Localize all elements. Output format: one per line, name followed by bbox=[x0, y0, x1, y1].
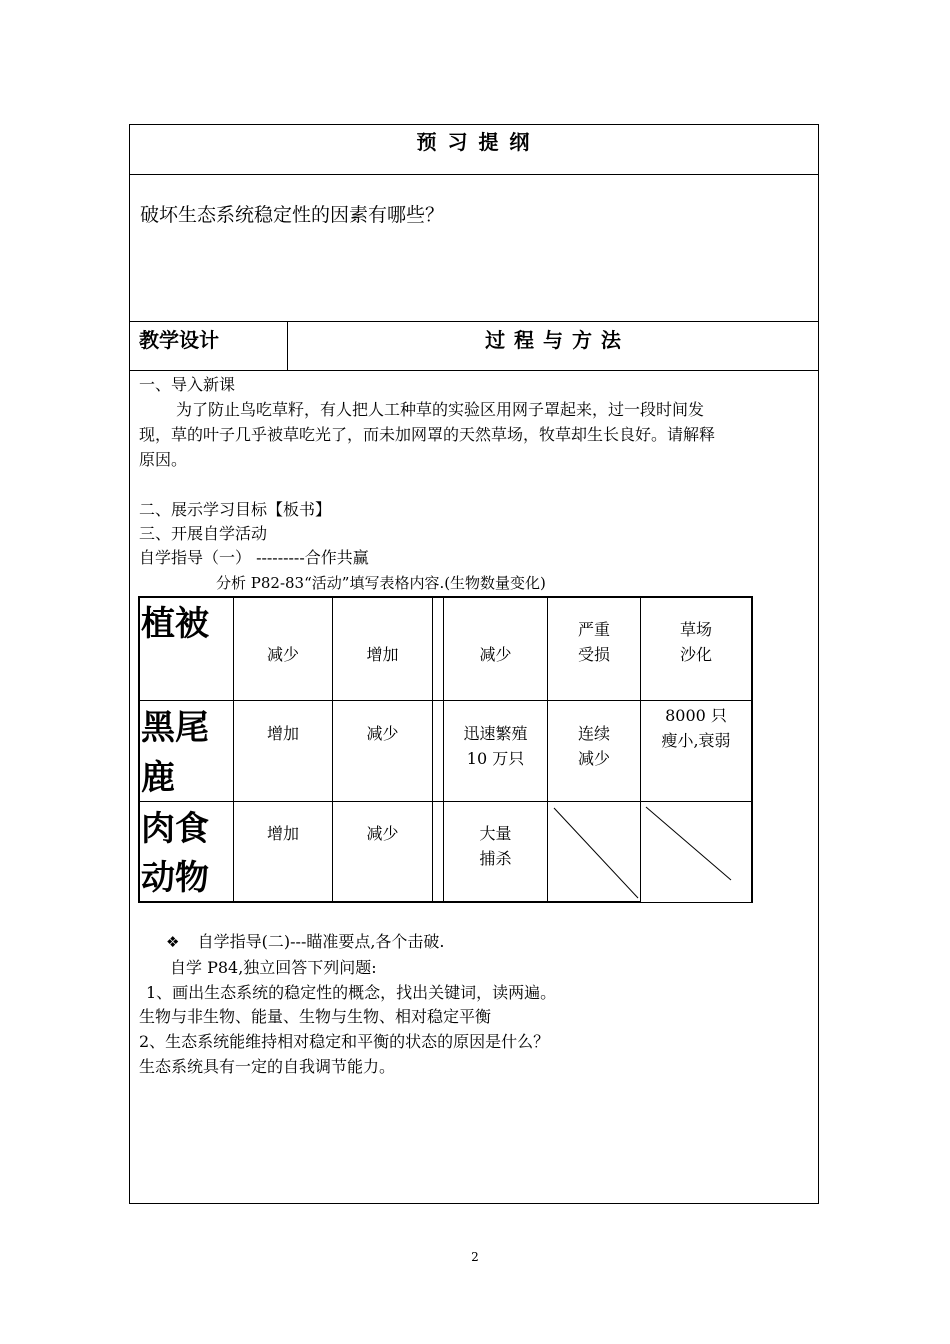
section-2-title: 二、展示学习目标【板书】 bbox=[139, 500, 332, 519]
answer-2: 生态系统具有一定的自我调节能力。 bbox=[139, 1057, 396, 1076]
section-3-title: 三、开展自学活动 bbox=[139, 524, 268, 543]
frame-divider-1 bbox=[129, 174, 819, 175]
section-1-title: 一、导入新课 bbox=[139, 375, 236, 394]
guide-2-intro: 自学 P84,独立回答下列问题: bbox=[170, 958, 377, 977]
guide-1-title: 自学指导（一） ---------合作共赢 bbox=[139, 548, 369, 567]
table-cell: 增加 bbox=[366, 645, 399, 664]
guide-2-title: 自学指导(二)---瞄准要点,各个击破. bbox=[197, 932, 445, 951]
table-cell: 减少 bbox=[366, 724, 399, 743]
frame-bottom-border bbox=[129, 1203, 819, 1204]
section-1-para-line-2: 现，草的叶子几乎被草吃光了，而未加网罩的天然草场，牧草却生长良好。请解释 bbox=[139, 425, 716, 444]
table-cell: 减少 bbox=[479, 645, 512, 664]
table-cell: 大量 捕杀 bbox=[479, 824, 512, 868]
table-right-border bbox=[751, 596, 753, 903]
section-1-para-line-1: 为了防止鸟吃草籽，有人把人工种草的实验区用网子罩起来，过一段时间发 bbox=[176, 400, 705, 419]
row-label-carnivore-line-2: 动物 bbox=[141, 858, 209, 898]
row-label-carnivore-line-1: 肉食 bbox=[141, 809, 209, 849]
section-1-para-line-3: 原因。 bbox=[139, 450, 188, 469]
question-2: 2、生态系统能维持相对稳定和平衡的状态的原因是什么？ bbox=[139, 1032, 550, 1051]
diamond-bullet-icon: ❖ bbox=[166, 933, 180, 951]
design-right-header: 过 程 与 方 法 bbox=[485, 328, 622, 352]
table-cell: 连续 减少 bbox=[577, 724, 610, 768]
frame-top-border bbox=[129, 124, 819, 125]
frame-right-border bbox=[818, 124, 819, 1204]
table-row-line-1 bbox=[138, 700, 752, 701]
table-bottom-border bbox=[138, 901, 641, 903]
frame-left-border bbox=[129, 124, 130, 1204]
row-label-deer-line-1: 黑尾 bbox=[141, 708, 209, 748]
design-left-header: 教学设计 bbox=[139, 328, 219, 352]
table-cell: 增加 bbox=[266, 824, 299, 843]
table-cell: 8000 只 瘦小,衰弱 bbox=[661, 706, 731, 750]
table-cell: 增加 bbox=[266, 724, 299, 743]
row-label-vegetation: 植被 bbox=[141, 604, 209, 644]
table-bottom-border-right bbox=[641, 902, 752, 903]
page-number: 2 bbox=[471, 1250, 479, 1264]
table-col-line-3a bbox=[432, 596, 433, 903]
table-cell: 迅速繁殖 10 万只 bbox=[463, 724, 528, 768]
empty-cell-diagonal bbox=[548, 802, 640, 901]
answer-1: 生物与非生物、能量、生物与生物、相对稳定平衡 bbox=[139, 1007, 492, 1026]
table-cell: 草场 沙化 bbox=[679, 620, 712, 664]
table-left-border bbox=[138, 596, 140, 903]
guide-1-task: 分析 P82-83“活动”填写表格内容.(生物数量变化) bbox=[216, 574, 546, 592]
table-top-border bbox=[138, 596, 752, 598]
empty-cell-diagonal bbox=[641, 802, 751, 901]
preview-title: 预 习 提 纲 bbox=[416, 130, 532, 154]
preview-question: 破坏生态系统稳定性的因素有哪些？ bbox=[140, 204, 445, 226]
frame-divider-2 bbox=[129, 321, 819, 322]
frame-divider-3 bbox=[129, 370, 819, 371]
question-1: 1、画出生态系统的稳定性的概念，找出关键词，读两遍。 bbox=[146, 983, 557, 1002]
table-cell: 严重 受损 bbox=[577, 620, 610, 664]
table-cell: 减少 bbox=[266, 645, 299, 664]
guide-2-line bbox=[166, 929, 445, 955]
table-cell: 减少 bbox=[366, 824, 399, 843]
row-label-deer-line-2: 鹿 bbox=[141, 758, 175, 798]
